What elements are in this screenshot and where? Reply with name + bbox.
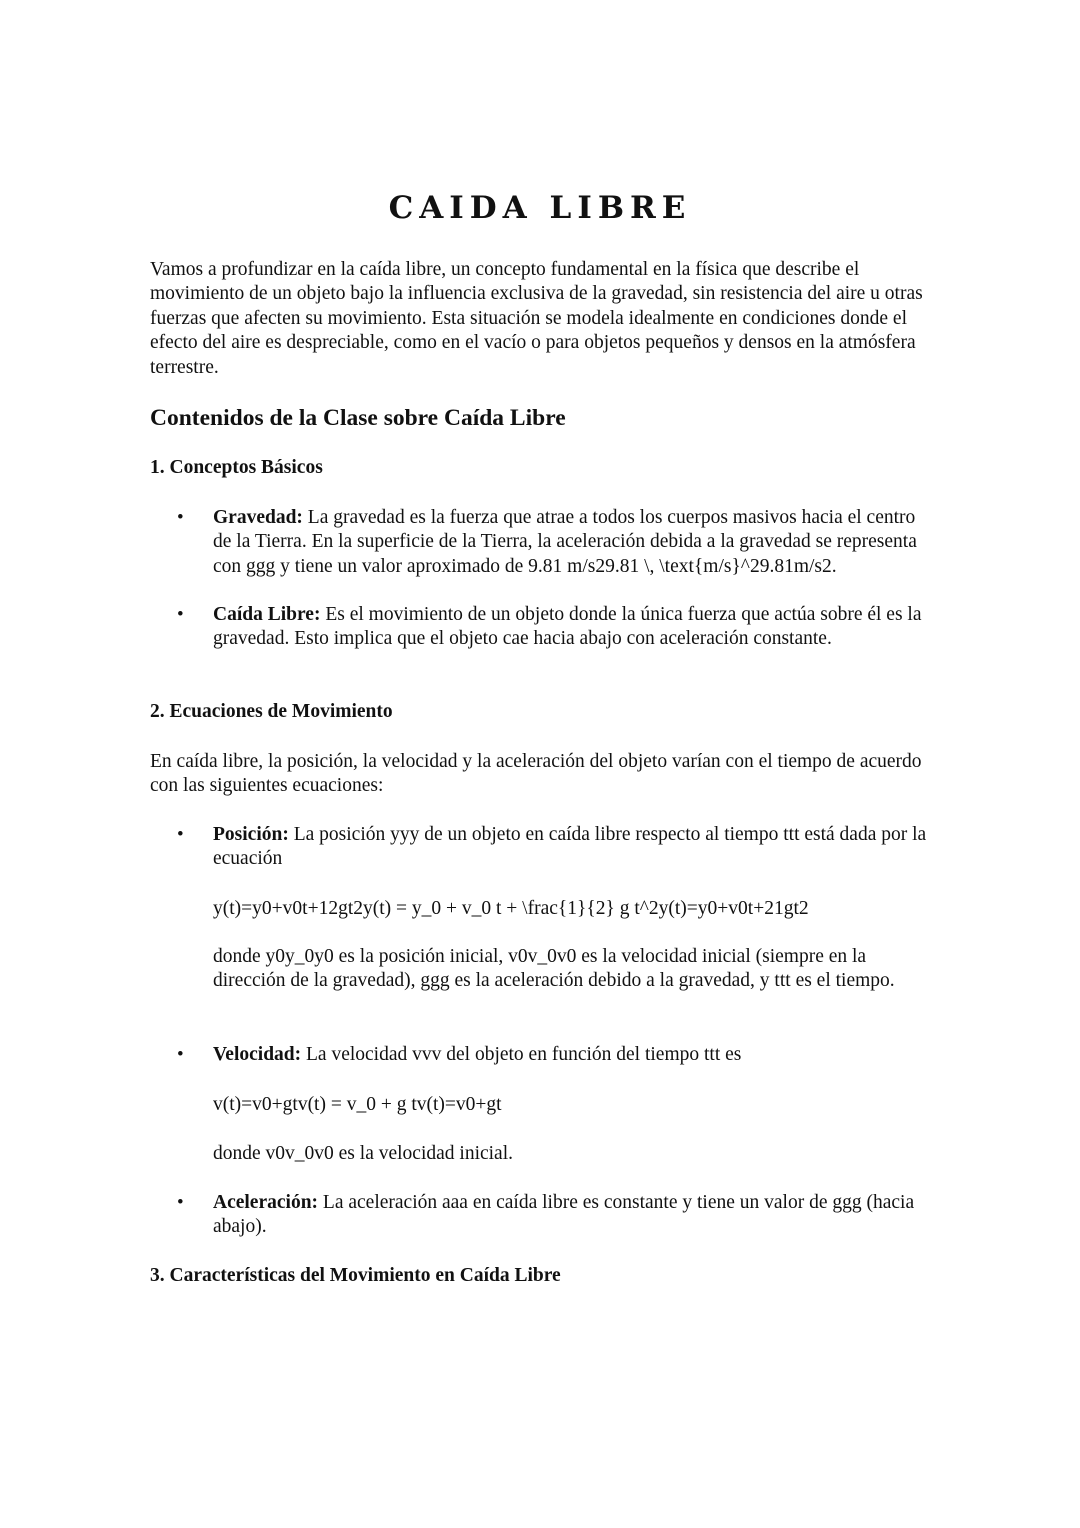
text-posicion: La posición yyy de un objeto en caída libre respecto al tiempo ttt está dada por la ecuación	[213, 824, 927, 870]
text-caida-libre: Es el movimiento de un objeto donde la única fuerza que actúa sobre él es la gravedad. Esto implica que el objeto cae hacia abajo con aceleración constante.	[213, 604, 922, 650]
bullet-icon: •	[177, 507, 184, 528]
equation-velocidad: v(t)=v0+gtv(t) = v_0 + g tv(t)=v0+gt	[213, 1094, 502, 1115]
intro-paragraph: Vamos a profundizar en la caída libre, un concepto fundamental en la física que describe el movimiento de un objeto bajo la influencia exclusiva de la gravedad, sin resistencia del aire u otras fuerzas que afecten su movimiento. Esta situación se modela idealmente en condiciones donde el efecto del aire es despreciable, como en el vacío o para objetos pequeños y densos en la atmósfera terrestre.	[150, 259, 923, 378]
page-title: CAIDA LIBRE	[388, 190, 692, 226]
term-velocidad: Velocidad:	[213, 1044, 302, 1065]
list-item-gravedad	[213, 506, 933, 579]
section-3-heading: 3. Características del Movimiento en Caída Libre	[150, 1265, 561, 1286]
list-item-caida-libre	[213, 603, 933, 652]
term-posicion: Posición:	[213, 824, 289, 845]
note-posicion: donde y0y_0y0 es la posición inicial, v0v_0v0 es la velocidad inicial (siempre en la dirección de la gravedad), ggg es la aceleración debido a la gravedad, y ttt es el tiempo.	[213, 946, 895, 992]
contents-heading: Contenidos de la Clase sobre Caída Libre	[150, 405, 566, 431]
note-velocidad: donde v0v_0v0 es la velocidad inicial.	[213, 1143, 514, 1164]
list-item-aceleracion	[213, 1191, 933, 1240]
list-item-velocidad	[213, 1043, 933, 1067]
bullet-icon: •	[177, 824, 184, 845]
equation-posicion: y(t)=y0+v0t+12gt2y(t) = y_0 + v_0 t + \frac{1}{2} g t^2y(t)=y0+v0t+21gt2	[213, 898, 809, 919]
text-aceleracion: La aceleración aaa en caída libre es constante y tiene un valor de ggg (hacia abajo).	[213, 1192, 915, 1238]
term-caida-libre: Caída Libre:	[213, 604, 321, 625]
text-gravedad: La gravedad es la fuerza que atrae a todos los cuerpos masivos hacia el centro de la Tierra. En la superficie de la Tierra, la aceleración debida a la gravedad se representa con ggg y tiene un valor aproximado de 9.81 m/s29.81 \, \text{m/s}^29.81m/s2.	[213, 507, 917, 577]
section-2-heading: 2. Ecuaciones de Movimiento	[150, 701, 393, 722]
section-1-heading: 1. Conceptos Básicos	[150, 457, 323, 478]
bullet-icon: •	[177, 604, 184, 625]
bullet-icon: •	[177, 1192, 184, 1213]
list-item-posicion	[213, 823, 933, 872]
bullet-icon: •	[177, 1044, 184, 1065]
term-gravedad: Gravedad:	[213, 507, 303, 528]
text-velocidad: La velocidad vvv del objeto en función del tiempo ttt es	[301, 1044, 742, 1065]
term-aceleracion: Aceleración:	[213, 1192, 319, 1213]
section-2-intro: En caída libre, la posición, la velocidad y la aceleración del objeto varían con el tiempo de acuerdo con las siguientes ecuaciones:	[150, 751, 922, 797]
